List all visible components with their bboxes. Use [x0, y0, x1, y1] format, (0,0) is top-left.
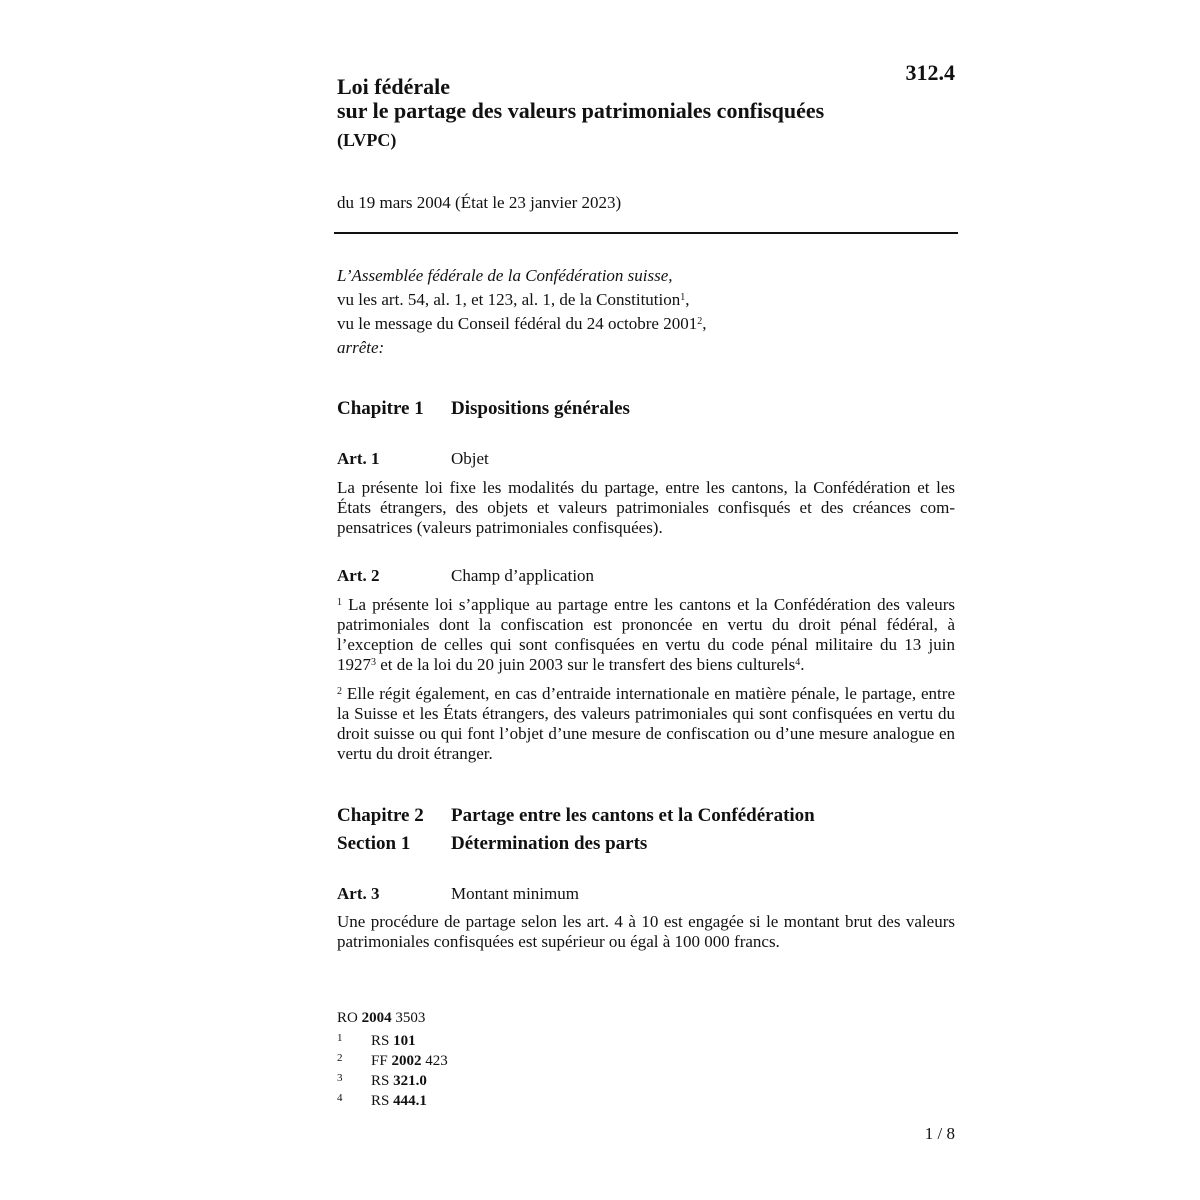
footnote-ref-number: 2002 [391, 1053, 422, 1069]
preamble-punct: , [685, 290, 690, 309]
chapter-title: Partage entre les cantons et la Confédération [451, 805, 815, 826]
footnote-ref-3[interactable]: 3 [371, 657, 376, 668]
footnote-page: 423 [425, 1053, 448, 1069]
preamble-decrees: arrête: [337, 338, 385, 357]
chapter-label: Chapitre 2 [337, 805, 424, 826]
preamble [337, 264, 706, 360]
article-2-heading [337, 566, 594, 586]
footnote-prefix: RS [371, 1033, 390, 1049]
article-title: Champ d’application [451, 566, 595, 585]
footnote-1 [337, 1030, 448, 1050]
footnote-4 [337, 1090, 448, 1110]
paragraph-text: La présente loi s’applique au partage entre les cantons et la Confédération des valeurs patrimoniales dont la confiscation est prononcée en vertu du droit pénal fédéral, à l’exception de celles qui sont confisquées en vertu du code pénal militaire du 13 juin 1927 [337, 595, 955, 674]
ro-page: 3503 [395, 1010, 426, 1026]
footnote-3 [337, 1070, 448, 1090]
paragraph-text: Elle régit également, en cas d’entraide internationale en matière pénale, le partage, entre la Suisse et les États étrangers, des valeurs patrimoniales qui sont confisquées en vertu du droit suisse ou qui font l’objet d’une mesure de confiscation ou d’une mesure analogue en vertu du droit étranger. [337, 684, 955, 763]
article-3-text: Une procédure de partage selon les art. 4 à 10 est engagée si le montant brut des valeurs patrimoniales confisquées est supérieur ou égal à 100 000 francs. [337, 912, 955, 951]
chapter-title: Dispositions générales [451, 398, 630, 419]
preamble-punct: , [702, 314, 707, 333]
document-subtitle: sur le partage des valeurs patrimoniales confisquées [337, 98, 825, 123]
paragraph-punct: . [800, 655, 805, 674]
article-1-text: La présente loi fixe les modalités du partage, entre les cantons, la Confédération et les États étrangers, des objets et valeurs patrimoniales confisqués et des créances compensatrices (valeurs patrimoniales confisquées). [337, 478, 955, 537]
document-abbreviation: (LVPC) [337, 130, 397, 150]
footnote-ref-2[interactable]: 2 [697, 316, 703, 327]
footnote-number: 1 [337, 1032, 343, 1044]
footnote-ref-number: 101 [393, 1033, 416, 1049]
preamble-constitution-line [337, 288, 706, 312]
article-3-heading [337, 884, 579, 904]
paragraph-number: 2 [337, 686, 342, 697]
footnote-ref-1[interactable]: 1 [680, 292, 686, 303]
footnote-number: 4 [337, 1092, 343, 1104]
article-1-heading [337, 449, 489, 469]
date-line: du 19 mars 2004 (État le 23 janvier 2023) [337, 193, 622, 212]
preamble-message-text: vu le message du Conseil fédéral du 24 octobre 2001 [337, 314, 698, 333]
footnotes [337, 1010, 448, 1110]
sr-number: 312.4 [905, 60, 955, 85]
section-title: Détermination des parts [451, 833, 648, 854]
ro-reference [337, 1010, 448, 1027]
article-number: Art. 2 [337, 566, 380, 585]
footnote-ref-4[interactable]: 4 [795, 657, 801, 668]
article-number: Art. 1 [337, 449, 380, 468]
paragraph-number: 1 [337, 597, 342, 608]
chapter-1-heading [337, 398, 630, 420]
footnote-number: 2 [337, 1052, 343, 1064]
preamble-constitution-text: vu les art. 54, al. 1, et 123, al. 1, de la Constitution [337, 290, 681, 309]
section-1-heading [337, 833, 647, 855]
paragraph-text: et de la loi du 20 juin 2003 sur le transfert des biens culturels [376, 655, 796, 674]
preamble-message-line [337, 312, 706, 336]
footnote-prefix: RS [371, 1093, 390, 1109]
ro-year: 2004 [361, 1010, 392, 1026]
footnote-ref-number: 444.1 [393, 1093, 427, 1109]
footnote-2 [337, 1050, 448, 1070]
document-title: Loi fédérale [337, 74, 451, 99]
ro-prefix: RO [337, 1010, 358, 1026]
article-title: Montant minimum [451, 884, 579, 903]
article-2-paragraph-2 [337, 684, 955, 764]
section-label: Section 1 [337, 833, 411, 854]
article-2-paragraph-1 [337, 595, 955, 675]
footnote-ref-number: 321.0 [393, 1073, 427, 1089]
header-divider [334, 232, 958, 234]
article-number: Art. 3 [337, 884, 380, 903]
footnote-prefix: RS [371, 1073, 390, 1089]
preamble-enacting-body: L’Assemblée fédérale de la Confédération suisse, [337, 266, 673, 285]
chapter-2-heading [337, 805, 815, 827]
article-title: Objet [451, 449, 489, 468]
page-number: 1 / 8 [924, 1124, 955, 1143]
footnote-number: 3 [337, 1072, 343, 1084]
chapter-label: Chapitre 1 [337, 398, 424, 419]
footnote-prefix: FF [371, 1053, 388, 1069]
